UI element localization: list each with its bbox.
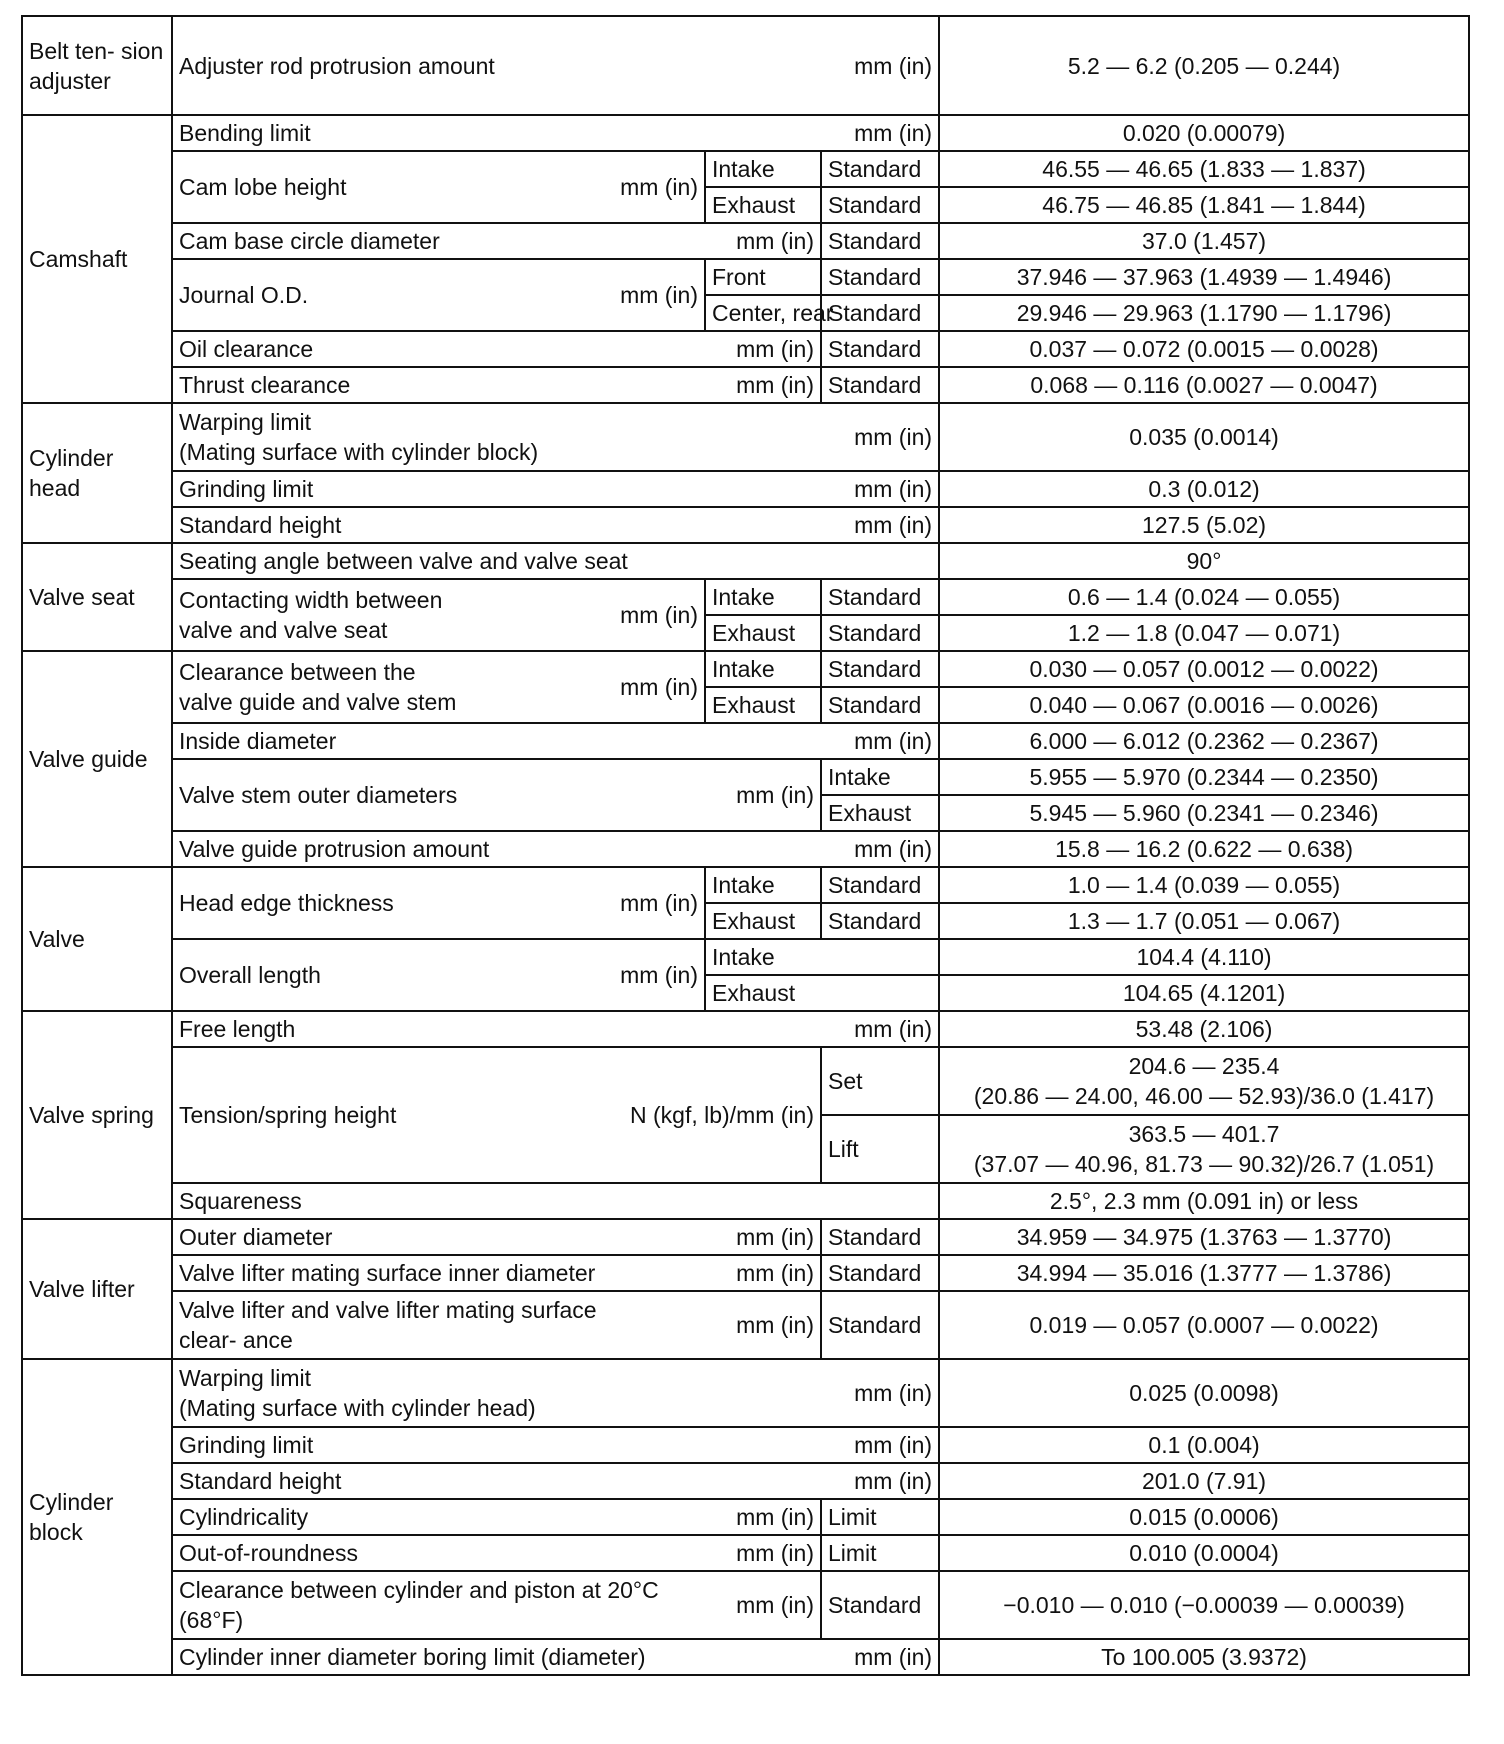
spec-value: 0.015 (0.0006) — [939, 1499, 1469, 1535]
category-valve-seat: Valve seat — [22, 543, 172, 651]
type-label: Standard — [821, 579, 939, 615]
type-label: Standard — [821, 1291, 939, 1359]
type-label: Standard — [821, 651, 939, 687]
table-row — [22, 1427, 1469, 1463]
table-row — [22, 1011, 1469, 1047]
table-row — [22, 939, 1469, 975]
spec-value: 1.3 — 1.7 (0.051 — 0.067) — [939, 903, 1469, 939]
row-label: Thrust clearance — [179, 372, 351, 398]
type-label: Standard — [821, 1571, 939, 1639]
type-label: Limit — [821, 1499, 939, 1535]
table-row — [22, 1639, 1469, 1675]
row-label: Standard height — [179, 1468, 342, 1494]
spec-value: 37.0 (1.457) — [939, 223, 1469, 259]
table-row — [22, 579, 1469, 615]
row-label: Squareness — [172, 1183, 939, 1219]
spec-value: 29.946 — 29.963 (1.1790 — 1.1796) — [939, 295, 1469, 331]
table-row — [22, 331, 1469, 367]
unit-label: mm (in) — [854, 1016, 933, 1042]
table-row — [22, 403, 1469, 471]
row-label: Overall length — [179, 962, 321, 988]
table-row — [22, 1463, 1469, 1499]
spec-value: 46.75 — 46.85 (1.841 — 1.844) — [939, 187, 1469, 223]
sub-label: Exhaust — [821, 795, 939, 831]
row-label: Inside diameter — [179, 728, 337, 754]
unit-label: mm (in) — [736, 1504, 814, 1530]
row-label: Contacting width between — [179, 587, 443, 613]
spec-table — [21, 15, 1470, 1676]
spec-value: 5.955 — 5.970 (0.2344 — 0.2350) — [939, 759, 1469, 795]
spec-value: 1.2 — 1.8 (0.047 — 0.071) — [939, 615, 1469, 651]
row-label: Valve guide protrusion amount — [179, 836, 490, 862]
unit-label: mm (in) — [854, 1644, 933, 1670]
table-row — [22, 367, 1469, 403]
unit-label: mm (in) — [854, 120, 933, 146]
unit-label: mm (in) — [736, 1224, 814, 1250]
row-label: Cam lobe height — [179, 174, 347, 200]
spec-value: 0.020 (0.00079) — [939, 115, 1469, 151]
unit-label: mm (in) — [736, 1540, 814, 1566]
table-row — [22, 1183, 1469, 1219]
spec-value: 15.8 — 16.2 (0.622 — 0.638) — [939, 831, 1469, 867]
row-label: Tension/spring height — [179, 1102, 397, 1128]
row-label: Cylinder inner diameter boring limit (diameter) — [179, 1644, 646, 1670]
row-label: Clearance between cylinder and piston at 20°C (68°F) — [179, 1577, 659, 1633]
row-label-note: (Mating surface with cylinder block) — [179, 439, 539, 465]
category-belt-tension-adjuster: Belt ten- sion adjuster — [22, 16, 172, 115]
type-label: Standard — [821, 259, 939, 295]
spec-value: 0.037 — 0.072 (0.0015 — 0.0028) — [939, 331, 1469, 367]
unit-label: mm (in) — [736, 1592, 814, 1618]
row-label: Journal O.D. — [179, 282, 309, 308]
type-label: Standard — [821, 687, 939, 723]
sub-label: Exhaust — [705, 187, 821, 223]
table-row — [22, 1219, 1469, 1255]
row-label: Outer diameter — [179, 1224, 333, 1250]
category-valve-spring: Valve spring — [22, 1011, 172, 1219]
spec-value: 0.025 (0.0098) — [939, 1359, 1469, 1427]
type-label: Standard — [821, 223, 939, 259]
unit-label: mm (in) — [854, 512, 933, 538]
sub-label: Lift — [821, 1115, 939, 1183]
spec-value-detail: (20.86 — 24.00, 46.00 — 52.93)/36.0 (1.417) — [973, 1083, 1435, 1109]
row-label: Valve lifter mating surface inner diameter — [179, 1260, 596, 1286]
row-label: Warping limit — [179, 409, 312, 435]
spec-value: 1.0 — 1.4 (0.039 — 0.055) — [939, 867, 1469, 903]
spec-value: 104.65 (4.1201) — [939, 975, 1469, 1011]
spec-value: 53.48 (2.106) — [939, 1011, 1469, 1047]
sub-label: Front — [705, 259, 821, 295]
row-label: Free length — [179, 1016, 296, 1042]
unit-label: mm (in) — [854, 1432, 933, 1458]
category-valve-lifter: Valve lifter — [22, 1219, 172, 1359]
unit-label: mm (in) — [854, 476, 933, 502]
unit-label: mm (in) — [620, 174, 698, 200]
row-label: Cam base circle diameter — [179, 228, 440, 254]
row-label: Adjuster rod protrusion amount — [179, 52, 495, 79]
row-label: Out-of-roundness — [179, 1540, 358, 1566]
row-label: Seating angle between valve and valve seat — [172, 543, 939, 579]
row-label: Clearance between the — [179, 659, 416, 685]
table-row — [22, 115, 1469, 151]
spec-value: To 100.005 (3.9372) — [939, 1639, 1469, 1675]
type-label: Standard — [821, 1255, 939, 1291]
sub-label: Intake — [705, 651, 821, 687]
table-row — [22, 507, 1469, 543]
unit-label: mm (in) — [854, 1380, 933, 1406]
spec-value: 0.3 (0.012) — [939, 471, 1469, 507]
type-label: Standard — [821, 187, 939, 223]
category-valve-guide: Valve guide — [22, 651, 172, 867]
table-row — [22, 543, 1469, 579]
sub-label: Intake — [705, 867, 821, 903]
table-row — [22, 1291, 1469, 1359]
type-label: Standard — [821, 1219, 939, 1255]
unit-label: mm (in) — [736, 1260, 814, 1286]
unit-label: mm (in) — [854, 836, 933, 862]
table-row — [22, 1255, 1469, 1291]
spec-value: 5.2 — 6.2 (0.205 — 0.244) — [939, 16, 1469, 115]
spec-value: 90° — [939, 543, 1469, 579]
unit-label: mm (in) — [736, 1312, 814, 1338]
sub-label: Intake — [821, 759, 939, 795]
table-row — [22, 831, 1469, 867]
spec-value: 201.0 (7.91) — [939, 1463, 1469, 1499]
type-label: Standard — [821, 331, 939, 367]
specification-sheet — [21, 15, 1468, 1676]
spec-value: −0.010 — 0.010 (−0.00039 — 0.00039) — [939, 1571, 1469, 1639]
category-cylinder-block: Cylinder block — [22, 1359, 172, 1675]
sub-label: Intake — [705, 579, 821, 615]
spec-value-detail: (37.07 — 40.96, 81.73 — 90.32)/26.7 (1.051) — [973, 1151, 1435, 1177]
table-row — [22, 759, 1469, 795]
row-label: Warping limit — [179, 1365, 312, 1391]
sub-label: Intake — [705, 939, 939, 975]
spec-value: 127.5 (5.02) — [939, 507, 1469, 543]
sub-label: Set — [821, 1047, 939, 1115]
spec-value: 2.5°, 2.3 mm (0.091 in) or less — [939, 1183, 1469, 1219]
spec-value: 0.1 (0.004) — [939, 1427, 1469, 1463]
row-label: Grinding limit — [179, 1432, 314, 1458]
sub-label: Exhaust — [705, 615, 821, 651]
table-row — [22, 1535, 1469, 1571]
spec-value: 0.040 — 0.067 (0.0016 — 0.0026) — [939, 687, 1469, 723]
row-label: Bending limit — [179, 120, 311, 146]
unit-label: N (kgf, lb)/mm (in) — [630, 1102, 814, 1128]
table-row — [22, 471, 1469, 507]
spec-value: 34.959 — 34.975 (1.3763 — 1.3770) — [939, 1219, 1469, 1255]
unit-label: mm (in) — [854, 52, 933, 79]
type-label: Standard — [821, 867, 939, 903]
spec-value: 5.945 — 5.960 (0.2341 — 0.2346) — [939, 795, 1469, 831]
row-label-line2: valve and valve seat — [179, 617, 388, 643]
row-label: Valve stem outer diameters — [179, 782, 458, 808]
unit-label: mm (in) — [620, 282, 698, 308]
table-row — [22, 1359, 1469, 1427]
type-label: Standard — [821, 151, 939, 187]
table-row — [22, 1571, 1469, 1639]
table-row — [22, 259, 1469, 295]
sub-label: Exhaust — [705, 687, 821, 723]
unit-label: mm (in) — [620, 890, 698, 916]
unit-label: mm (in) — [854, 728, 933, 754]
spec-value: 37.946 — 37.963 (1.4939 — 1.4946) — [939, 259, 1469, 295]
row-label: Valve lifter and valve lifter mating surface clear- ance — [179, 1297, 597, 1353]
table-row — [22, 1047, 1469, 1115]
sub-label: Exhaust — [705, 975, 939, 1011]
row-label: Cylindricality — [179, 1504, 309, 1530]
category-camshaft: Camshaft — [22, 115, 172, 403]
spec-value: 0.030 — 0.057 (0.0012 — 0.0022) — [939, 651, 1469, 687]
unit-label: mm (in) — [854, 1468, 933, 1494]
table-row — [22, 151, 1469, 187]
type-label: Standard — [821, 615, 939, 651]
type-label: Standard — [821, 295, 939, 331]
row-label: Grinding limit — [179, 476, 314, 502]
unit-label: mm (in) — [854, 424, 933, 450]
unit-label: mm (in) — [736, 782, 814, 808]
spec-value: 46.55 — 46.65 (1.833 — 1.837) — [939, 151, 1469, 187]
category-cylinder-head: Cylinder head — [22, 403, 172, 543]
unit-label: mm (in) — [620, 962, 698, 988]
unit-label: mm (in) — [736, 336, 814, 362]
spec-value: 6.000 — 6.012 (0.2362 — 0.2367) — [939, 723, 1469, 759]
unit-label: mm (in) — [736, 372, 814, 398]
row-label-note: (Mating surface with cylinder head) — [179, 1395, 536, 1421]
spec-value: 104.4 (4.110) — [939, 939, 1469, 975]
sub-label: Exhaust — [705, 903, 821, 939]
spec-value: 363.5 — 401.7 — [1128, 1121, 1280, 1147]
sub-label: Intake — [705, 151, 821, 187]
type-label: Limit — [821, 1535, 939, 1571]
table-row — [22, 1499, 1469, 1535]
row-label: Oil clearance — [179, 336, 314, 362]
spec-value: 0.035 (0.0014) — [939, 403, 1469, 471]
spec-value: 0.068 — 0.116 (0.0027 — 0.0047) — [939, 367, 1469, 403]
spec-value: 0.010 (0.0004) — [939, 1535, 1469, 1571]
spec-value: 0.6 — 1.4 (0.024 — 0.055) — [939, 579, 1469, 615]
table-row — [22, 867, 1469, 903]
category-valve: Valve — [22, 867, 172, 1011]
spec-value: 0.019 — 0.057 (0.0007 — 0.0022) — [939, 1291, 1469, 1359]
table-row — [22, 16, 1469, 115]
unit-label: mm (in) — [736, 228, 814, 254]
row-label: Standard height — [179, 512, 342, 538]
table-row — [22, 723, 1469, 759]
row-label: Head edge thickness — [179, 890, 394, 916]
spec-value: 204.6 — 235.4 — [1128, 1053, 1280, 1079]
type-label: Standard — [821, 903, 939, 939]
table-row — [22, 651, 1469, 687]
row-label-line2: valve guide and valve stem — [179, 689, 457, 715]
table-row — [22, 223, 1469, 259]
unit-label: mm (in) — [620, 602, 698, 628]
spec-value: 34.994 — 35.016 (1.3777 — 1.3786) — [939, 1255, 1469, 1291]
type-label: Standard — [821, 367, 939, 403]
unit-label: mm (in) — [620, 674, 698, 700]
sub-label: Center, rear — [705, 295, 821, 331]
